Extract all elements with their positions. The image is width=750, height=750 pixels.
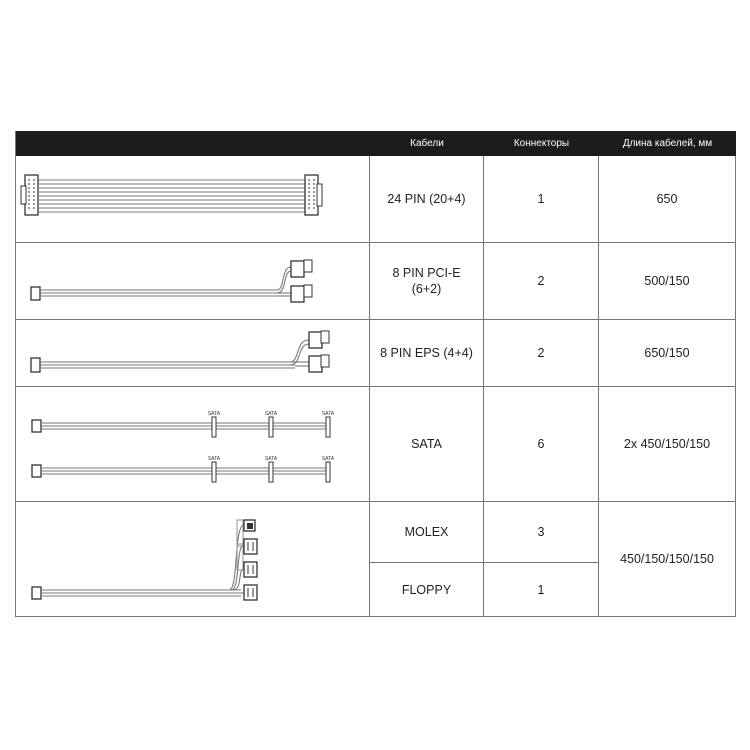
sata-cable-icon	[15, 387, 370, 502]
header-connectors: Коннекторы	[513, 138, 570, 149]
pcie-8pin-cable-icon	[15, 243, 370, 320]
cell-connectors: 2	[484, 320, 599, 387]
cell-cable-name: FLOPPY	[370, 563, 484, 617]
table-header	[15, 131, 736, 156]
sata-label: SATA	[207, 456, 221, 462]
cell-cable-name: 8 PIN PCI-E (6+2)	[370, 243, 484, 320]
molex-floppy-cable-icon	[15, 502, 370, 617]
cell-cable-name: 24 PIN (20+4)	[370, 156, 484, 243]
sata-label: SATA	[264, 411, 278, 417]
cell-connectors: 1	[484, 563, 599, 617]
cell-length: 500/150	[599, 243, 736, 320]
cell-length: 450/150/150/150	[599, 502, 736, 617]
header-cables: Кабели	[410, 138, 444, 149]
table-row-image-cell	[15, 320, 370, 387]
cable-spec-table	[15, 131, 736, 617]
cell-length: 650/150	[599, 320, 736, 387]
table-row-image-cell	[15, 387, 370, 502]
atx-24pin-cable-icon	[15, 156, 370, 243]
cell-length: 2x 450/150/150	[599, 387, 736, 502]
cell-cable-name: SATA	[370, 387, 484, 502]
cell-connectors: 3	[484, 502, 599, 563]
header-length: Длина кабелей, мм	[622, 138, 713, 149]
sata-label: SATA	[321, 411, 335, 417]
cell-cable-name: 8 PIN EPS (4+4)	[370, 320, 484, 387]
sata-label: SATA	[207, 411, 221, 417]
sata-label: SATA	[321, 456, 335, 462]
cell-connectors: 1	[484, 156, 599, 243]
cell-connectors: 6	[484, 387, 599, 502]
table-row-image-cell	[15, 243, 370, 320]
cell-connectors: 2	[484, 243, 599, 320]
sata-label: SATA	[264, 456, 278, 462]
table-row-image-cell	[15, 156, 370, 243]
cell-cable-name: MOLEX	[370, 502, 484, 563]
table-row-image-cell	[15, 502, 370, 617]
eps-8pin-cable-icon	[15, 320, 370, 387]
cell-length: 650	[599, 156, 736, 243]
